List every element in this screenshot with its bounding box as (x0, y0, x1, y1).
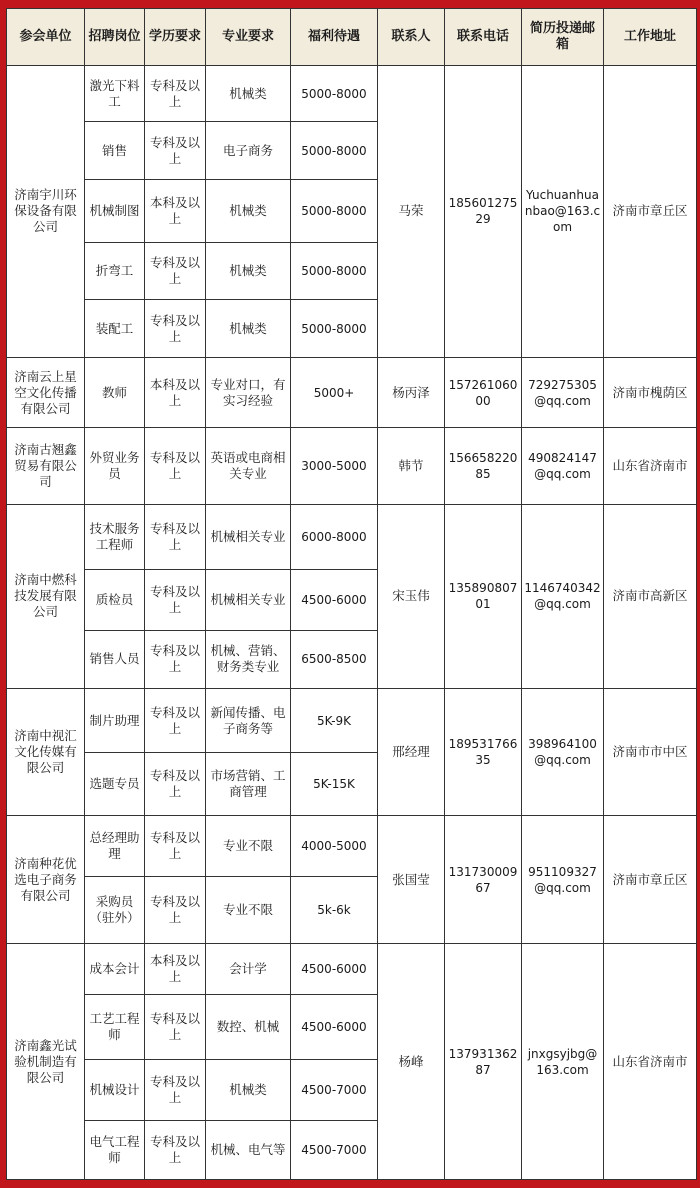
company-email: 1146740342@qq.com (522, 504, 604, 688)
job-major: 新闻传播、电子商务等 (206, 688, 291, 752)
company-phone: 13173000967 (445, 815, 522, 944)
job-fair-table-frame (6, 8, 696, 1180)
job-salary: 5000-8000 (291, 122, 378, 179)
job-position: 采购员（驻外） (85, 877, 145, 944)
job-major: 机械类 (206, 300, 291, 357)
company-name: 济南古翘鑫贸易有限公司 (7, 428, 85, 504)
company-phone: 15726106000 (445, 357, 522, 427)
company-contact: 邢经理 (378, 688, 445, 815)
job-position: 教师 (85, 357, 145, 427)
job-education: 专科及以上 (145, 1060, 206, 1120)
company-phone: 18560127529 (445, 66, 522, 358)
company-email: 398964100@qq.com (522, 688, 604, 815)
job-major: 机械、营销、财务类专业 (206, 630, 291, 688)
job-education: 专科及以上 (145, 504, 206, 569)
company-name: 济南中燃科技发展有限公司 (7, 504, 85, 688)
table-row (7, 66, 697, 122)
company-address: 济南市章丘区 (604, 815, 697, 944)
job-major: 英语或电商相关专业 (206, 428, 291, 504)
company-phone: 13793136287 (445, 944, 522, 1180)
job-position: 制片助理 (85, 688, 145, 752)
company-email: Yuchuanhuanbao@163.com (522, 66, 604, 358)
job-salary: 4500-6000 (291, 570, 378, 630)
job-salary: 4500-7000 (291, 1060, 378, 1120)
job-position: 机械制图 (85, 179, 145, 242)
table-row (7, 815, 697, 876)
job-major: 专业不限 (206, 815, 291, 876)
job-salary: 4500-6000 (291, 944, 378, 994)
header-address: 工作地址 (604, 9, 697, 66)
job-salary: 5K-9K (291, 688, 378, 752)
company-email: 490824147@qq.com (522, 428, 604, 504)
job-major: 机械类 (206, 66, 291, 122)
job-salary: 6500-8500 (291, 630, 378, 688)
job-position: 装配工 (85, 300, 145, 357)
job-salary: 5000-8000 (291, 179, 378, 242)
company-address: 济南市市中区 (604, 688, 697, 815)
job-major: 市场营销、工商管理 (206, 753, 291, 815)
job-position: 机械设计 (85, 1060, 145, 1120)
job-education: 专科及以上 (145, 122, 206, 179)
header-position: 招聘岗位 (85, 9, 145, 66)
company-contact: 马荣 (378, 66, 445, 358)
company-name: 济南宇川环保设备有限公司 (7, 66, 85, 358)
job-position: 质检员 (85, 570, 145, 630)
job-salary: 4500-7000 (291, 1120, 378, 1179)
company-email: jnxgsyjbg@163.com (522, 944, 604, 1180)
job-major: 机械相关专业 (206, 504, 291, 569)
job-major: 机械相关专业 (206, 570, 291, 630)
job-salary: 5K-15K (291, 753, 378, 815)
job-position: 成本会计 (85, 944, 145, 994)
table-row (7, 357, 697, 427)
job-education: 专科及以上 (145, 428, 206, 504)
job-education: 专科及以上 (145, 688, 206, 752)
company-name: 济南中视汇文化传媒有限公司 (7, 688, 85, 815)
company-contact: 杨丙泽 (378, 357, 445, 427)
company-phone: 15665822085 (445, 428, 522, 504)
company-name: 济南云上星空文化传播有限公司 (7, 357, 85, 427)
job-education: 专科及以上 (145, 753, 206, 815)
header-company: 参会单位 (7, 9, 85, 66)
job-salary: 4000-5000 (291, 815, 378, 876)
bottom-border-strip (0, 1180, 700, 1188)
header-major: 专业要求 (206, 9, 291, 66)
job-education: 本科及以上 (145, 357, 206, 427)
job-education: 专科及以上 (145, 300, 206, 357)
job-education: 专科及以上 (145, 815, 206, 876)
company-phone: 13589080701 (445, 504, 522, 688)
company-email: 951109327@qq.com (522, 815, 604, 944)
job-position: 激光下料工 (85, 66, 145, 122)
job-position: 销售人员 (85, 630, 145, 688)
company-contact: 宋玉伟 (378, 504, 445, 688)
job-education: 专科及以上 (145, 994, 206, 1059)
company-email: 729275305@qq.com (522, 357, 604, 427)
job-listing-table (6, 8, 697, 1180)
company-address: 山东省济南市 (604, 944, 697, 1180)
job-salary: 5k-6k (291, 877, 378, 944)
header-salary: 福利待遇 (291, 9, 378, 66)
job-major: 机械、电气等 (206, 1120, 291, 1179)
job-position: 电气工程师 (85, 1120, 145, 1179)
company-contact: 杨峰 (378, 944, 445, 1180)
company-name: 济南种花优选电子商务有限公司 (7, 815, 85, 944)
job-education: 本科及以上 (145, 179, 206, 242)
job-salary: 6000-8000 (291, 504, 378, 569)
job-position: 工艺工程师 (85, 994, 145, 1059)
table-row (7, 504, 697, 569)
job-position: 技术服务工程师 (85, 504, 145, 569)
table-row (7, 688, 697, 752)
job-education: 专科及以上 (145, 66, 206, 122)
header-contact: 联系人 (378, 9, 445, 66)
company-address: 济南市高新区 (604, 504, 697, 688)
job-salary: 5000-8000 (291, 66, 378, 122)
job-position: 折弯工 (85, 243, 145, 300)
table-row (7, 944, 697, 994)
header-row (7, 9, 697, 66)
job-position: 销售 (85, 122, 145, 179)
job-education: 专科及以上 (145, 1120, 206, 1179)
job-major: 机械类 (206, 179, 291, 242)
job-position: 总经理助理 (85, 815, 145, 876)
job-salary: 5000+ (291, 357, 378, 427)
company-contact: 张国莹 (378, 815, 445, 944)
job-major: 会计学 (206, 944, 291, 994)
header-email: 简历投递邮箱 (522, 9, 604, 66)
job-position: 选题专员 (85, 753, 145, 815)
company-phone: 18953176635 (445, 688, 522, 815)
table-row (7, 428, 697, 504)
job-education: 专科及以上 (145, 877, 206, 944)
job-major: 机械类 (206, 243, 291, 300)
job-education: 专科及以上 (145, 570, 206, 630)
job-education: 专科及以上 (145, 243, 206, 300)
job-major: 专业对口，有实习经验 (206, 357, 291, 427)
header-phone: 联系电话 (445, 9, 522, 66)
job-salary: 3000-5000 (291, 428, 378, 504)
job-position: 外贸业务员 (85, 428, 145, 504)
job-salary: 4500-6000 (291, 994, 378, 1059)
job-salary: 5000-8000 (291, 300, 378, 357)
header-education: 学历要求 (145, 9, 206, 66)
job-major: 数控、机械 (206, 994, 291, 1059)
company-address: 山东省济南市 (604, 428, 697, 504)
company-address: 济南市章丘区 (604, 66, 697, 358)
company-contact: 韩节 (378, 428, 445, 504)
company-address: 济南市槐荫区 (604, 357, 697, 427)
job-education: 本科及以上 (145, 944, 206, 994)
company-name: 济南鑫光试验机制造有限公司 (7, 944, 85, 1180)
job-salary: 5000-8000 (291, 243, 378, 300)
job-major: 电子商务 (206, 122, 291, 179)
job-major: 专业不限 (206, 877, 291, 944)
job-major: 机械类 (206, 1060, 291, 1120)
job-education: 专科及以上 (145, 630, 206, 688)
